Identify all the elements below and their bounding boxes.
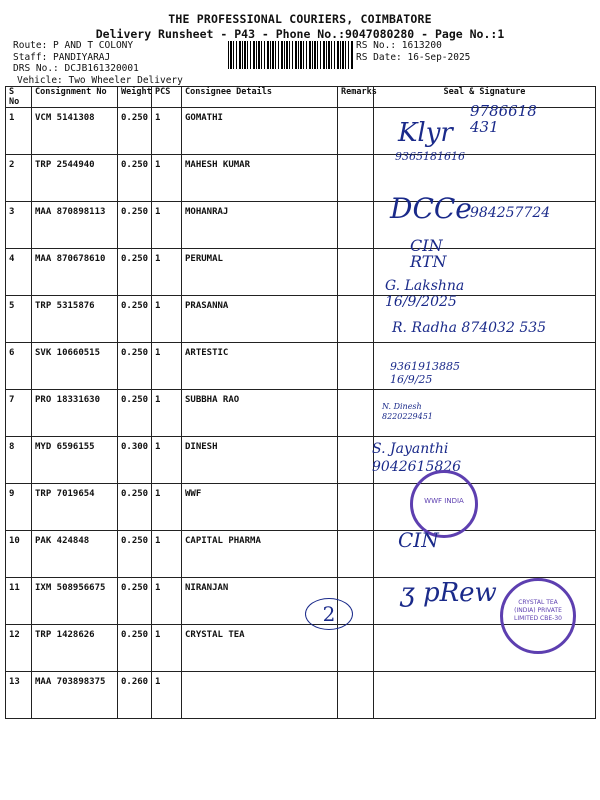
route: Route: P AND T COLONY	[13, 40, 134, 51]
cell-consignment: TRP 2544940	[32, 155, 118, 202]
cell-consignee: PRASANNA	[182, 296, 338, 343]
cell-remarks	[338, 531, 374, 578]
cell-sno: 12	[6, 625, 32, 672]
handwritten-note-2: 9365181616	[395, 150, 465, 163]
cell-pcs: 1	[152, 108, 182, 155]
company-title: THE PROFESSIONAL COURIERS, COIMBATORE	[168, 12, 432, 26]
cell-consignment: MYD 6596155	[32, 437, 118, 484]
cell-pcs: 1	[152, 531, 182, 578]
cell-consignee: WWF	[182, 484, 338, 531]
cell-consignment: MAA 870898113	[32, 202, 118, 249]
col-consignee: Consignee Details	[182, 87, 338, 108]
cell-sno: 7	[6, 390, 32, 437]
cell-consignment: VCM 5141308	[32, 108, 118, 155]
cell-consignment: IXM 508956675	[32, 578, 118, 625]
cell-weight: 0.250	[118, 578, 152, 625]
cell-remarks	[338, 390, 374, 437]
col-seal-signature: Seal & Signature	[374, 87, 596, 108]
cell-sno: 9	[6, 484, 32, 531]
cell-sno: 1	[6, 108, 32, 155]
cell-pcs: 1	[152, 437, 182, 484]
col-remarks: Remarks	[338, 87, 374, 108]
signature-3: DCCe	[390, 192, 472, 225]
cell-pcs: 1	[152, 296, 182, 343]
cell-weight: 0.250	[118, 625, 152, 672]
handwritten-note-1: 9786618 431	[470, 102, 537, 136]
handwritten-note-4: CIN RTN	[410, 236, 447, 271]
table-row	[6, 390, 596, 437]
cell-pcs: 1	[152, 578, 182, 625]
handwritten-note-8: N. Dinesh 8220229451	[382, 402, 433, 421]
vehicle: Vehicle: Two Wheeler Delivery	[17, 74, 183, 86]
cell-weight: 0.250	[118, 249, 152, 296]
table-row	[6, 672, 596, 719]
cell-remarks	[338, 249, 374, 296]
cell-consignee: CAPITAL PHARMA	[182, 531, 338, 578]
staff: Staff: PANDIYARAJ	[13, 51, 111, 63]
rs-number: RS No.: 1613200	[356, 40, 442, 51]
table-row	[6, 484, 596, 531]
cell-weight: 0.250	[118, 108, 152, 155]
cell-remarks	[338, 155, 374, 202]
runsheet-meta-left	[13, 40, 183, 86]
cell-consignee: PERUMAL	[182, 249, 338, 296]
cell-consignment: SVK 10660515	[32, 343, 118, 390]
cell-remarks	[338, 296, 374, 343]
cell-consignee: ARTESTIC	[182, 343, 338, 390]
cell-remarks	[338, 108, 374, 155]
cell-consignee	[182, 672, 338, 719]
cell-weight: 0.250	[118, 155, 152, 202]
cell-remarks	[338, 437, 374, 484]
runsheet-meta-right	[356, 40, 470, 63]
cell-consignment: PRO 18331630	[32, 390, 118, 437]
cell-weight: 0.250	[118, 390, 152, 437]
cell-consignment: TRP 7019654	[32, 484, 118, 531]
cell-seal-signature	[374, 672, 596, 719]
cell-pcs: 1	[152, 672, 182, 719]
cell-seal-signature	[374, 484, 596, 531]
stamp-wwf: WWF INDIA	[410, 470, 478, 538]
cell-remarks	[338, 343, 374, 390]
cell-remarks	[338, 202, 374, 249]
cell-consignee: NIRANJAN	[182, 578, 338, 625]
cell-sno: 2	[6, 155, 32, 202]
cell-weight: 0.250	[118, 296, 152, 343]
table-row	[6, 531, 596, 578]
cell-weight: 0.260	[118, 672, 152, 719]
cell-weight: 0.250	[118, 343, 152, 390]
cell-consignment: PAK 424848	[32, 531, 118, 578]
cell-remarks	[338, 484, 374, 531]
table-row	[6, 155, 596, 202]
handwritten-note-5: G. Lakshna 16/9/2025	[385, 278, 465, 310]
cell-consignment: TRP 5315876	[32, 296, 118, 343]
cell-sno: 10	[6, 531, 32, 578]
cell-consignee: MAHESH KUMAR	[182, 155, 338, 202]
cell-weight: 0.250	[118, 202, 152, 249]
cell-consignment: TRP 1428626	[32, 625, 118, 672]
cell-consignment: MAA 870678610	[32, 249, 118, 296]
cell-sno: 4	[6, 249, 32, 296]
cell-sno: 6	[6, 343, 32, 390]
runsheet-subtitle: Delivery Runsheet - P43 - Phone No.:9047080280 - Page No.:1	[95, 27, 505, 41]
circled-count: 2	[305, 598, 353, 630]
signature-12: ʒ pRew	[400, 578, 497, 608]
handwritten-note-11: CIN	[398, 528, 439, 552]
cell-consignment: MAA 703898375	[32, 672, 118, 719]
cell-remarks	[338, 672, 374, 719]
handwritten-note-6: R. Radha 874032 535	[392, 320, 547, 336]
cell-sno: 13	[6, 672, 32, 719]
cell-consignee: CRYSTAL TEA	[182, 625, 338, 672]
col-pcs: PCS	[152, 87, 182, 108]
cell-weight: 0.300	[118, 437, 152, 484]
cell-sno: 5	[6, 296, 32, 343]
table-row	[6, 437, 596, 484]
cell-sno: 8	[6, 437, 32, 484]
cell-pcs: 1	[152, 625, 182, 672]
cell-weight: 0.250	[118, 531, 152, 578]
cell-consignee: DINESH	[182, 437, 338, 484]
col-consignment: Consignment No	[32, 87, 118, 108]
handwritten-note-9: S. Jayanthi 9042615826	[372, 441, 462, 475]
cell-pcs: 1	[152, 484, 182, 531]
cell-sno: 11	[6, 578, 32, 625]
cell-pcs: 1	[152, 343, 182, 390]
col-weight: Weight	[118, 87, 152, 108]
rs-date: RS Date: 16-Sep-2025	[356, 51, 471, 63]
handwritten-note-7: 9361913885 16/9/25	[390, 360, 460, 386]
cell-remarks	[338, 625, 374, 672]
cell-pcs: 1	[152, 155, 182, 202]
signature-1: Klyr	[398, 118, 453, 148]
drs-number: DRS No.: DCJB161320001	[13, 63, 139, 74]
stamp-crystal-tea: CRYSTAL TEA (INDIA) PRIVATE LIMITED CBE-30	[500, 578, 576, 654]
cell-consignee: MOHANRAJ	[182, 202, 338, 249]
cell-pcs: 1	[152, 249, 182, 296]
cell-consignee: GOMATHI	[182, 108, 338, 155]
cell-sno: 3	[6, 202, 32, 249]
table-row	[6, 343, 596, 390]
cell-pcs: 1	[152, 390, 182, 437]
handwritten-note-3: 984257724	[470, 205, 551, 221]
col-sno: S No	[6, 87, 32, 108]
cell-consignee: SUBBHA RAO	[182, 390, 338, 437]
barcode	[228, 41, 353, 69]
cell-pcs: 1	[152, 202, 182, 249]
cell-weight: 0.250	[118, 484, 152, 531]
